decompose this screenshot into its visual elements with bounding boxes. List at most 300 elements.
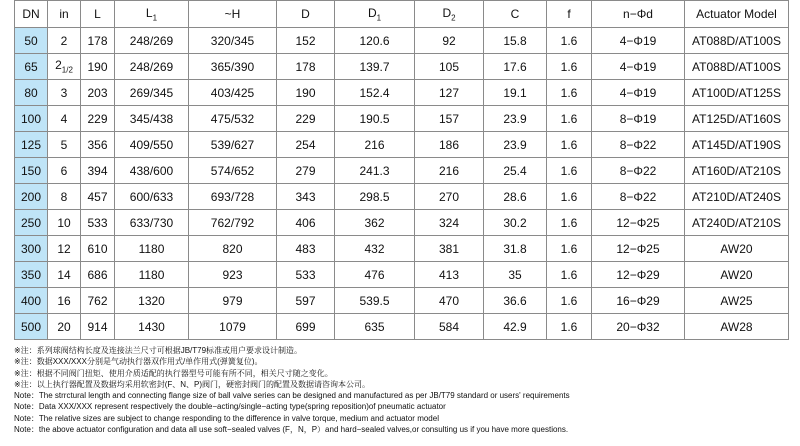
cell-actuator-model-value: AT088D/AT100S: [692, 33, 781, 48]
cell-actuator-model-value: AT240D/AT210S: [692, 215, 781, 230]
cell-dn-value: 125: [20, 137, 42, 152]
cell-l1: [115, 54, 189, 80]
cell-n-phi-d: [592, 158, 685, 184]
cell-l1-value: 269/345: [129, 85, 174, 100]
cell-actuator-model: [685, 262, 789, 288]
cell-f-value: 1.6: [560, 267, 578, 282]
cell-in: [48, 288, 81, 314]
cell-actuator-model: [685, 288, 789, 314]
cell-f-value: 1.6: [560, 59, 578, 74]
note-line: ※注：系列球阀结构长度及连接法兰尺寸可根据JB/T79标准或用户要求设计制造。: [14, 346, 303, 355]
cell-h-value: 320/345: [210, 33, 255, 48]
cell-c-value: 25.4: [503, 163, 527, 178]
cell-f: [547, 132, 592, 158]
cell-d2-value: 127: [438, 85, 460, 100]
cell-in-fraction: 1/2: [61, 65, 73, 75]
cell-dn: [15, 288, 48, 314]
cell-actuator-model: [685, 314, 789, 340]
cell-h: [189, 236, 277, 262]
cell-in-value: 8: [60, 189, 68, 204]
header-d1: [335, 1, 415, 28]
cell-d-value: 343: [295, 189, 316, 204]
cell-n-phi-d: [592, 184, 685, 210]
cell-d1: [335, 54, 415, 80]
cell-d1: [335, 80, 415, 106]
cell-n-phi-d-value: 12−Φ29: [616, 267, 660, 282]
cell-l1: [115, 236, 189, 262]
cell-l: [81, 210, 115, 236]
header-d1-base: D: [367, 5, 377, 20]
cell-d1: [335, 288, 415, 314]
cell-l1: [115, 210, 189, 236]
cell-d-value: 699: [295, 319, 316, 334]
cell-d-value: 597: [295, 293, 316, 308]
cell-n-phi-d: [592, 236, 685, 262]
cell-d2: [415, 158, 484, 184]
cell-l1-value: 1180: [138, 267, 165, 282]
cell-d: [277, 262, 335, 288]
cell-dn: [15, 132, 48, 158]
cell-n-phi-d-value: 8−Φ22: [619, 163, 657, 178]
cell-f-value: 1.6: [560, 33, 578, 48]
cell-h: [189, 28, 277, 54]
cell-dn-value: 65: [24, 59, 38, 74]
cell-h-value: 693/728: [210, 189, 255, 204]
notes-section: [14, 345, 794, 435]
cell-d2: [415, 54, 484, 80]
cell-in-value: 5: [60, 137, 68, 152]
cell-d2-value: 105: [438, 59, 460, 74]
cell-d1: [335, 184, 415, 210]
cell-dn: [15, 158, 48, 184]
cell-l-value: 457: [87, 189, 108, 204]
cell-l1-value: 600/633: [129, 189, 174, 204]
cell-in-value: 3: [60, 85, 68, 100]
header-d1-sub: 1: [376, 13, 382, 23]
cell-in: [48, 80, 81, 106]
cell-l1-value: 1180: [138, 241, 165, 256]
cell-actuator-model: [685, 106, 789, 132]
cell-c-value: 36.6: [503, 293, 527, 308]
cell-d1-value: 139.7: [359, 59, 390, 74]
cell-dn: [15, 262, 48, 288]
cell-dn-value: 400: [20, 293, 42, 308]
cell-in: [48, 262, 81, 288]
cell-d: [277, 184, 335, 210]
cell-dn-value: 300: [20, 241, 42, 256]
cell-actuator-model-value: AT100D/AT125S: [692, 85, 781, 100]
cell-h: [189, 80, 277, 106]
cell-d2: [415, 262, 484, 288]
cell-in-value: 16: [57, 293, 71, 308]
cell-l1-value: 345/438: [129, 111, 174, 126]
cell-l1-value: 633/730: [129, 215, 174, 230]
cell-n-phi-d: [592, 80, 685, 106]
cell-in-value: 2: [55, 58, 62, 73]
cell-f: [547, 262, 592, 288]
cell-d2: [415, 236, 484, 262]
cell-d1-value: 152.4: [359, 85, 390, 100]
cell-d-value: 190: [295, 85, 316, 100]
cell-dn-value: 100: [20, 111, 42, 126]
cell-h-value: 979: [222, 293, 243, 308]
cell-f-value: 1.6: [560, 85, 578, 100]
cell-d2-value: 92: [442, 33, 456, 48]
cell-d2-value: 584: [438, 319, 460, 334]
cell-h: [189, 184, 277, 210]
cell-in: [48, 132, 81, 158]
dimension-table: [14, 0, 789, 340]
cell-in-value: 2: [60, 33, 68, 48]
cell-d-value: 254: [295, 137, 316, 152]
cell-f: [547, 106, 592, 132]
cell-d1-value: 241.3: [359, 163, 390, 178]
table-row: [15, 54, 789, 80]
cell-dn: [15, 54, 48, 80]
cell-f: [547, 184, 592, 210]
cell-dn: [15, 210, 48, 236]
cell-actuator-model: [685, 158, 789, 184]
cell-dn-value: 80: [24, 85, 38, 100]
note-line: ※注：以上执行器配置及数据均采用软密封(F、N、P)阀门，硬密封阀门的配置及数据请咨询本公司。: [14, 379, 371, 389]
cell-c-value: 23.9: [503, 137, 527, 152]
cell-actuator-model: [685, 28, 789, 54]
note-line: ※注：数据XXX/XXX分别是气动执行器双作用式/单作用式(弹簧复位)。: [14, 357, 263, 367]
cell-l1: [115, 288, 189, 314]
cell-l-value: 914: [87, 319, 108, 334]
cell-d1: [335, 236, 415, 262]
header-l1-base: L: [145, 5, 153, 20]
cell-f: [547, 28, 592, 54]
cell-d: [277, 236, 335, 262]
cell-d2: [415, 132, 484, 158]
cell-d2-value: 324: [438, 215, 460, 230]
cell-d1-value: 120.6: [359, 33, 390, 48]
cell-d2: [415, 314, 484, 340]
cell-l: [81, 28, 115, 54]
header-d2: [415, 1, 484, 28]
header-l1: [115, 1, 189, 28]
cell-n-phi-d-value: 4−Φ19: [619, 85, 657, 100]
cell-d2-value: 270: [438, 189, 460, 204]
cell-d: [277, 158, 335, 184]
cell-l-value: 229: [87, 111, 108, 126]
cell-c-value: 42.9: [503, 319, 527, 334]
cell-in-value: 20: [57, 319, 71, 334]
cell-n-phi-d-value: 4−Φ19: [619, 59, 657, 74]
cell-dn: [15, 184, 48, 210]
cell-l: [81, 132, 115, 158]
cell-f-value: 1.6: [560, 137, 578, 152]
cell-dn: [15, 314, 48, 340]
cell-d-value: 406: [295, 215, 316, 230]
cell-h-value: 365/390: [210, 59, 255, 74]
cell-d1-value: 216: [364, 137, 385, 152]
table-row: [15, 184, 789, 210]
cell-in: [48, 54, 81, 80]
cell-n-phi-d-value: 8−Φ22: [619, 137, 657, 152]
cell-actuator-model: [685, 80, 789, 106]
cell-n-phi-d: [592, 314, 685, 340]
cell-actuator-model: [685, 236, 789, 262]
cell-n-phi-d-value: 8−Φ22: [619, 189, 657, 204]
cell-c: [484, 288, 547, 314]
cell-n-phi-d-value: 20−Φ32: [616, 319, 660, 334]
cell-n-phi-d: [592, 28, 685, 54]
cell-l1: [115, 262, 189, 288]
cell-l1: [115, 106, 189, 132]
cell-l: [81, 158, 115, 184]
cell-d1-value: 298.5: [359, 189, 390, 204]
cell-c: [484, 80, 547, 106]
cell-actuator-model-value: AT160D/AT210S: [692, 163, 781, 178]
cell-d2-value: 186: [438, 137, 460, 152]
cell-in: [48, 210, 81, 236]
cell-n-phi-d: [592, 106, 685, 132]
cell-d-value: 152: [295, 33, 316, 48]
cell-actuator-model-value: AW28: [720, 319, 753, 334]
cell-c: [484, 106, 547, 132]
header-d: D: [277, 1, 335, 28]
header-dn: DN: [15, 1, 48, 28]
cell-dn-value: 250: [20, 215, 42, 230]
cell-h: [189, 314, 277, 340]
cell-f: [547, 80, 592, 106]
cell-l: [81, 80, 115, 106]
table-row: [15, 236, 789, 262]
cell-h-value: 762/792: [210, 215, 255, 230]
cell-c: [484, 184, 547, 210]
cell-in-value: 6: [60, 163, 68, 178]
cell-n-phi-d: [592, 54, 685, 80]
cell-l-value: 178: [87, 33, 108, 48]
cell-h: [189, 262, 277, 288]
cell-actuator-model: [685, 132, 789, 158]
note-line: ※注：根据不同阀门扭矩、使用介质适配的执行器型号可能有所不同，相关尺寸随之变化。: [14, 368, 333, 378]
cell-c-value: 30.2: [503, 215, 527, 230]
cell-n-phi-d: [592, 288, 685, 314]
cell-dn-value: 500: [20, 319, 42, 334]
cell-d2-value: 157: [438, 111, 460, 126]
cell-d-value: 533: [295, 267, 316, 282]
cell-l-value: 190: [87, 59, 108, 74]
cell-f: [547, 236, 592, 262]
header-d2-base: D: [442, 5, 452, 20]
cell-f: [547, 210, 592, 236]
cell-l-value: 610: [87, 241, 108, 256]
cell-c: [484, 236, 547, 262]
note-line: Note：The relative sizes are subject to change responding to the difference in valve torque, medium and actuator model: [14, 413, 439, 423]
cell-l1: [115, 314, 189, 340]
cell-d: [277, 80, 335, 106]
cell-h-value: 574/652: [210, 163, 255, 178]
cell-f-value: 1.6: [560, 163, 578, 178]
cell-in-value: 12: [57, 241, 71, 256]
cell-d1-value: 190.5: [359, 111, 390, 126]
cell-l-value: 762: [87, 293, 108, 308]
cell-h: [189, 54, 277, 80]
cell-h-value: 1079: [219, 319, 246, 334]
cell-in-value: 4: [60, 111, 68, 126]
table-row: [15, 288, 789, 314]
cell-actuator-model: [685, 54, 789, 80]
cell-f-value: 1.6: [560, 111, 578, 126]
cell-in: [48, 236, 81, 262]
header-actuator-model: Actuator Model: [685, 1, 789, 28]
cell-f: [547, 54, 592, 80]
cell-l1-value: 248/269: [129, 59, 174, 74]
cell-l1-value: 409/550: [129, 137, 174, 152]
table-row: [15, 28, 789, 54]
table-row: [15, 158, 789, 184]
cell-d2-value: 381: [438, 241, 460, 256]
cell-c: [484, 132, 547, 158]
cell-actuator-model-value: AT125D/AT160S: [692, 111, 781, 126]
cell-c-value: 15.8: [503, 33, 527, 48]
note-line: Note：Data XXX/XXX represent respectively the double−acting/single−acting type(spring reposition)of pneumatic actuator: [14, 402, 446, 412]
cell-dn: [15, 28, 48, 54]
cell-n-phi-d-value: 8−Φ19: [619, 111, 657, 126]
header-f: f: [547, 1, 592, 28]
cell-d2: [415, 80, 484, 106]
table-row: [15, 80, 789, 106]
cell-f-value: 1.6: [560, 241, 578, 256]
cell-d-value: 483: [295, 241, 316, 256]
cell-d1: [335, 106, 415, 132]
cell-dn-value: 200: [20, 189, 42, 204]
cell-f-value: 1.6: [560, 189, 578, 204]
cell-actuator-model-value: AT210D/AT240S: [692, 189, 781, 204]
cell-l-value: 203: [87, 85, 108, 100]
cell-h-value: 539/627: [210, 137, 255, 152]
cell-in: [48, 184, 81, 210]
cell-d2-value: 470: [438, 293, 460, 308]
header-in: in: [48, 1, 81, 28]
cell-d2: [415, 184, 484, 210]
cell-d-value: 178: [295, 59, 316, 74]
header-d2-sub: 2: [451, 13, 456, 23]
cell-c: [484, 210, 547, 236]
cell-actuator-model-value: AT145D/AT190S: [692, 137, 781, 152]
cell-h-value: 923: [222, 267, 243, 282]
cell-h: [189, 132, 277, 158]
cell-d: [277, 314, 335, 340]
cell-d: [277, 54, 335, 80]
cell-in-value: 10: [57, 215, 71, 230]
cell-l: [81, 288, 115, 314]
cell-c-value: 31.8: [503, 241, 527, 256]
cell-d-value: 279: [295, 163, 316, 178]
table-row: [15, 210, 789, 236]
cell-h: [189, 210, 277, 236]
cell-d1: [335, 28, 415, 54]
cell-h-value: 820: [222, 241, 243, 256]
cell-c: [484, 28, 547, 54]
cell-dn-value: 350: [20, 267, 42, 282]
header-h: ~H: [189, 1, 277, 28]
cell-dn: [15, 106, 48, 132]
header-l: L: [81, 1, 115, 28]
cell-h-value: 475/532: [210, 111, 255, 126]
cell-d1-value: 362: [364, 215, 385, 230]
cell-d1: [335, 132, 415, 158]
cell-c: [484, 54, 547, 80]
note-line: Note：The strrctural length and connecting flange size of ball valve series can be designed and manufactured as per JB/T79 standard or users' requirements: [14, 391, 570, 401]
cell-dn-value: 150: [20, 163, 42, 178]
cell-h: [189, 158, 277, 184]
cell-l1: [115, 132, 189, 158]
cell-l-value: 686: [87, 267, 108, 282]
cell-f-value: 1.6: [560, 215, 578, 230]
cell-dn-value: 50: [24, 33, 38, 48]
cell-l1: [115, 80, 189, 106]
cell-n-phi-d-value: 16−Φ29: [616, 293, 660, 308]
cell-n-phi-d: [592, 262, 685, 288]
cell-d2: [415, 28, 484, 54]
cell-c: [484, 158, 547, 184]
cell-actuator-model-value: AW20: [720, 267, 753, 282]
cell-dn: [15, 80, 48, 106]
cell-l: [81, 106, 115, 132]
cell-d2: [415, 106, 484, 132]
cell-in: [48, 106, 81, 132]
cell-n-phi-d: [592, 132, 685, 158]
cell-d2-value: 216: [438, 163, 460, 178]
cell-in: [48, 158, 81, 184]
cell-h-value: 403/425: [210, 85, 255, 100]
table-row: [15, 132, 789, 158]
cell-c: [484, 314, 547, 340]
cell-n-phi-d-value: 12−Φ25: [616, 241, 660, 256]
cell-d2-value: 413: [438, 267, 460, 282]
cell-in-value: 14: [57, 267, 71, 282]
cell-actuator-model: [685, 184, 789, 210]
cell-c-value: 35: [508, 267, 522, 282]
cell-in: [48, 314, 81, 340]
cell-actuator-model-value: AT088D/AT100S: [692, 59, 781, 74]
cell-d1: [335, 314, 415, 340]
cell-l1-value: 438/600: [129, 163, 174, 178]
cell-c-value: 28.6: [503, 189, 527, 204]
cell-l: [81, 54, 115, 80]
cell-actuator-model-value: AW20: [720, 241, 753, 256]
cell-l: [81, 184, 115, 210]
cell-d2: [415, 288, 484, 314]
table-header-row: [15, 1, 789, 28]
table-row: [15, 262, 789, 288]
cell-d1: [335, 158, 415, 184]
cell-d2: [415, 210, 484, 236]
cell-n-phi-d: [592, 210, 685, 236]
cell-l-value: 356: [87, 137, 108, 152]
cell-d1-value: 476: [364, 267, 385, 282]
cell-l-value: 394: [87, 163, 108, 178]
cell-n-phi-d-value: 4−Φ19: [619, 33, 657, 48]
cell-d: [277, 28, 335, 54]
cell-d: [277, 210, 335, 236]
cell-f: [547, 314, 592, 340]
cell-l: [81, 236, 115, 262]
table-body: [15, 28, 789, 340]
cell-n-phi-d-value: 12−Φ25: [616, 215, 660, 230]
cell-d-value: 229: [295, 111, 316, 126]
table-row: [15, 314, 789, 340]
cell-l: [81, 262, 115, 288]
header-c: C: [484, 1, 547, 28]
cell-actuator-model-value: AW25: [720, 293, 753, 308]
note-line: Note：the above actuator configuration and data all use soft−sealed valves (F，N，P）and hard−sealed valves,or consulting us if you have more questions.: [14, 425, 569, 435]
cell-l1-value: 1430: [138, 319, 165, 334]
